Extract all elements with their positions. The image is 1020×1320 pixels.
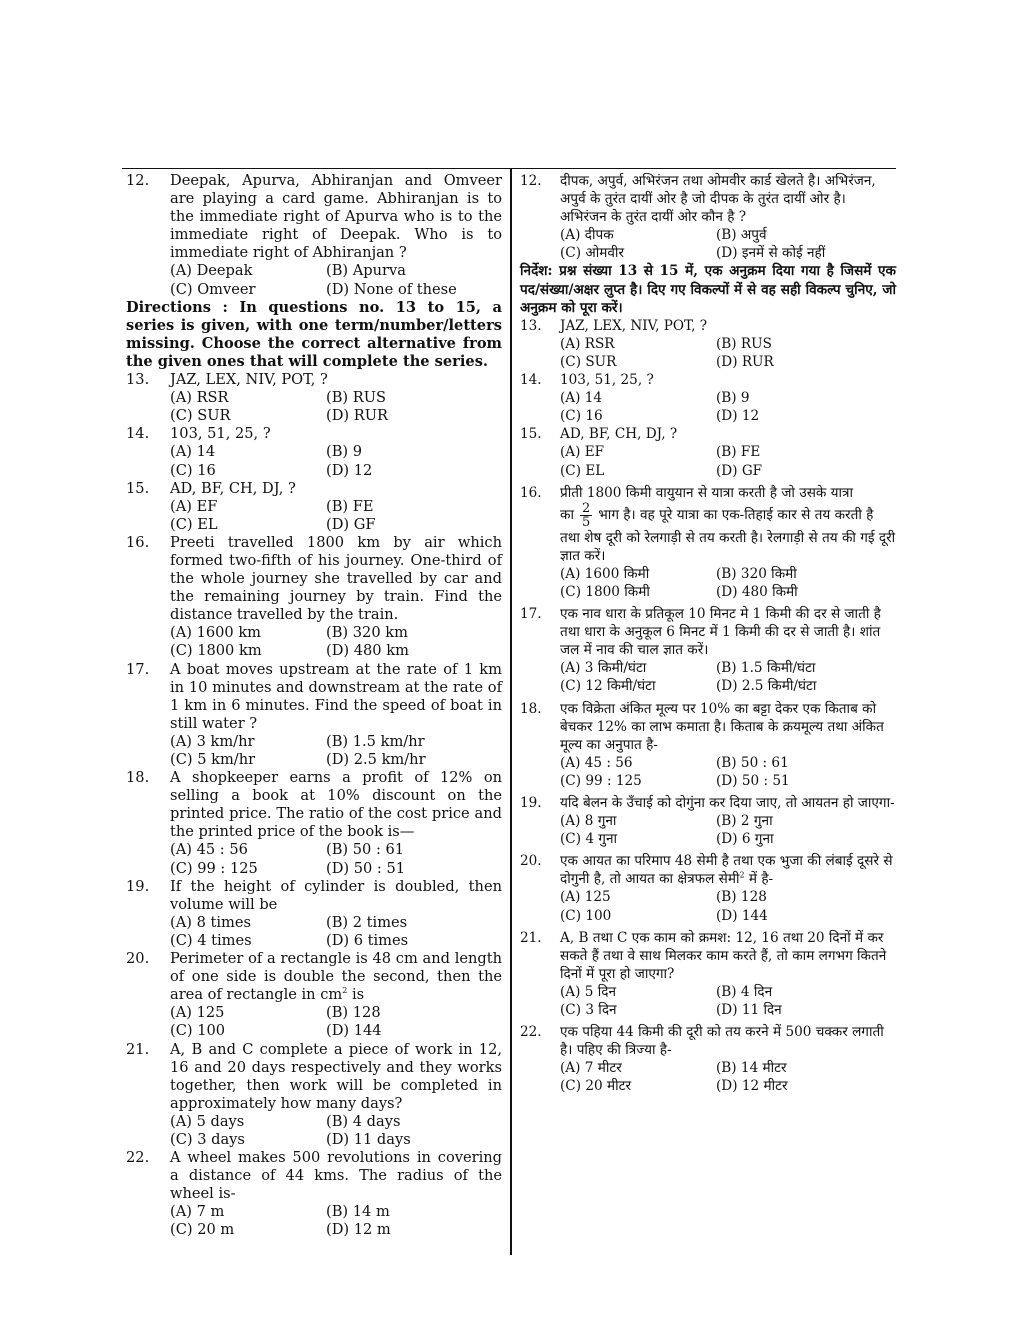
options [520,1059,896,1095]
option-d: (D) GF [326,515,376,533]
option-d: (D) 480 किमी [716,583,798,600]
question-text: AD, BF, CH, DJ, ? [560,426,678,443]
option-c: (C) 16 [560,408,603,425]
superscript: 2 [739,870,745,880]
question-22 [126,1149,502,1239]
option-a: (A) 125 [560,889,611,906]
option-c: (C) EL [170,515,218,533]
question-text-part: is [347,986,365,1004]
question-text: JAZ, LEX, NIV, POT, ? [170,371,328,389]
option-c: (C) 16 [170,461,216,479]
question-number: 20. [126,950,150,968]
question-number: 15. [520,426,542,443]
question-text: एक विक्रेता अंकित मूल्य पर 10% का बट्टा देकर एक किताब को बेचकर 12% का लाभ कमाता है। किताब के क्रयमूल्य तथा अंकित मूल्य का अनुपात है- [560,700,884,753]
fraction-numerator: 2 [581,500,591,516]
option-b: (B) Apurva [326,262,406,280]
option-d: (D) GF [716,462,763,479]
question-16 [126,534,502,661]
option-d: (D) RUR [326,407,389,425]
option-d: (D) 2.5 किमी/घंटा [716,678,817,695]
options [520,659,896,695]
question-18 [520,700,896,790]
question-text: 103, 51, 25, ? [170,425,271,443]
option-c: (C) 100 [560,907,612,924]
superscript: 2 [342,986,348,996]
option-a: (A) 5 days [170,1112,245,1130]
question-13 [520,317,896,371]
question-text [170,950,502,1004]
question-number: 22. [126,1149,150,1167]
option-b: (B) 128 [326,1004,381,1022]
question-text: दीपक, अपुर्व, अभिरंजन तथा ओमवीर कार्ड खेलते है। अभिरंजन, अपुर्व के तुरंत दायीं ओर है जो दीपक के तुरंत दायीं ओर है। अभिरंजन के तुरंत दायीं ओर कौन है ? [560,173,876,226]
options [520,812,896,848]
question-number: 14. [520,372,542,389]
question-text: JAZ, LEX, NIV, POT, ? [560,317,708,334]
option-b: (B) 128 [716,889,767,906]
options [520,389,896,425]
option-b: (B) 2 times [326,913,408,931]
option-a: (A) दीपक [560,227,614,244]
option-c: (C) 1800 किमी [560,583,650,600]
question-text-part: का [560,506,574,523]
option-c: (C) 3 days [170,1130,245,1148]
options [520,565,896,601]
question-number: 16. [520,484,542,501]
question-14 [520,371,896,425]
question-22 [520,1023,896,1095]
column-divider [510,168,512,1255]
question-text: एक नाव धारा के प्रतिकूल 10 मिनट मे 1 किमी की दर से जाती है तथा धारा के अनुकूल 6 मिनट में 1 किमी की दर से जाती है। शांत जल में नाव की चाल ज्ञात करें। [560,606,881,659]
question-20 [520,852,896,924]
option-c: (C) SUR [170,407,231,425]
option-a: (A) EF [170,497,218,515]
option-a: (A) RSR [170,389,229,407]
option-d: (D) 6 times [326,931,409,949]
question-number: 17. [126,660,150,678]
question-text: 103, 51, 25, ? [560,372,654,389]
options [126,733,502,769]
option-d: (D) 12 मीटर [716,1078,788,1095]
fraction-denominator: 5 [581,514,591,530]
directions: निर्देश: प्रश्न संख्या 13 से 15 में, एक अनुक्रम दिया गया है जिसमें एक पद/संख्या/अक्षर लुप्त है। दिए गए विकल्पों में से वह सही विकल्प चुनिए, जो अनुक्रम को पूरा करें। [520,263,896,316]
question-text [560,852,896,888]
question-text: A boat moves upstream at the rate of 1 km in 10 minutes and downstream at the rate of 1 km in 6 minutes. Find the speed of boat in still water ? [170,660,502,732]
option-c: (C) Omveer [170,280,256,298]
top-rule [122,168,896,169]
question-text: Deepak, Apurva, Abhiranjan and Omveer are playing a card game. Abhiranjan is to the immediate right of Apurva who is to the immediate right of Deepak. Who is to immediate right of Abhiranjan ? [170,172,502,262]
option-c: (C) 99 : 125 [560,772,642,789]
option-c: (C) 99 : 125 [170,859,258,877]
question-text: If the height of cylinder is doubled, then volume will be [170,877,502,913]
option-a: (A) RSR [560,335,615,352]
option-a: (A) 45 : 56 [170,841,248,859]
question-number: 12. [520,173,542,189]
option-c: (C) 1800 km [170,642,262,660]
question-21 [126,1041,502,1150]
question-number: 21. [126,1040,150,1058]
option-a: (A) 1600 किमी [560,565,650,582]
options [520,226,896,262]
question-12 [520,172,896,262]
option-c: (C) EL [560,462,605,479]
option-a: (A) 3 km/hr [170,732,255,750]
option-d: (D) 144 [716,907,768,924]
option-b: (B) 1.5 km/hr [326,732,425,750]
option-d: (D) 11 दिन [716,1002,782,1019]
hindi-column [520,172,896,1096]
options [520,335,896,371]
option-a: (A) 14 [170,443,216,461]
option-a: (A) 125 [170,1004,225,1022]
english-column [126,172,502,1240]
question-number: 13. [520,317,542,334]
option-b: (B) 320 किमी [716,565,797,582]
question-text: A shopkeeper earns a profit of 12% on selling a book at 10% discount on the printed price. The ratio of the cost price and the printed price of the book is— [170,769,502,841]
option-b: (B) RUS [716,335,772,352]
option-a: (A) EF [560,444,605,461]
option-a: (A) 8 गुना [560,813,617,830]
question-number: 14. [126,425,150,443]
question-number: 18. [520,700,542,717]
options [126,1113,502,1149]
option-d: (D) RUR [716,353,774,370]
options [126,1203,502,1239]
question-text-part: में है- [744,871,774,888]
option-d: (D) 50 : 51 [326,859,406,877]
option-c: (C) 4 times [170,931,252,949]
option-d: (D) 12 m [326,1221,391,1239]
question-text: A, B तथा C एक काम को क्रमश: 12, 16 तथा 20 दिनों में कर सकते हैं तथा वे साथ मिलकर काम करते हैं, तो काम लगभग कितने दिनों में पूरा हो जाएगा? [560,929,887,982]
question-text: A, B and C complete a piece of work in 12, 16 and 20 days respectively and they works together, then work will be completed in approximately how many days? [170,1040,502,1112]
question-number: 22. [520,1024,542,1041]
option-c: (C) 20 मीटर [560,1078,632,1095]
option-d: (D) 2.5 km/hr [326,751,426,768]
option-b: (B) 9 [716,390,750,407]
option-b: (B) 4 दिन [716,983,773,1000]
question-15 [520,425,896,479]
option-c: (C) 20 m [170,1221,235,1239]
option-a: (A) 7 मीटर [560,1060,622,1077]
option-d: (D) 12 [716,408,760,425]
directions: Directions : In questions no. 13 to 15, a series is given, with one term/number/letters missing. Choose the correct alternative from the given ones that will complete the series. [126,298,502,370]
question-text: AD, BF, CH, DJ, ? [170,479,296,497]
option-c: (C) 4 गुना [560,831,618,848]
option-b: (B) 2 गुना [716,813,773,830]
fraction [580,502,592,529]
question-19 [126,878,502,950]
option-d: (D) इनमें से कोई नहीं [716,245,826,262]
option-d: (D) 12 [326,461,373,479]
option-b: (B) FE [326,497,374,515]
option-c: (C) 5 km/hr [170,751,256,768]
question-number: 19. [126,877,150,895]
option-b: (B) 1.5 किमी/घंटा [716,660,816,677]
option-a: (A) 5 दिन [560,983,616,1000]
option-b: (B) अपुर्व [716,227,767,244]
question-text: Preeti travelled 1800 km by air which formed two-fifth of his journey. One-third of the whole journey she travelled by car and the remaining journey by train. Find the distance travelled by the train. [170,533,502,624]
question-text-part: प्रीती 1800 किमी वायुयान से यात्रा करती है जो उसके यात्रा [560,484,854,501]
option-a: (A) 45 : 56 [560,754,633,771]
option-b: (B) 4 days [326,1112,401,1130]
options [126,389,502,425]
question-12 [126,172,502,299]
question-number: 16. [126,533,150,551]
option-b: (B) 320 km [326,624,408,642]
option-c: (C) 12 किमी/घंटा [560,678,656,695]
question-19 [520,794,896,848]
question-number: 21. [520,929,542,946]
option-d: (D) 6 गुना [716,831,774,848]
question-number: 13. [126,371,150,389]
option-a: (A) 1600 km [170,624,262,642]
question-number: 18. [126,769,150,787]
question-text: एक पहिया 44 किमी की दूरी को तय करने में 500 चक्कर लगाती है। पहिए की त्रिज्या है- [560,1024,884,1059]
question-20 [126,950,502,1040]
question-21 [520,929,896,1019]
option-a: (A) 8 times [170,913,251,931]
option-c: (C) 100 [170,1022,226,1040]
options [520,754,896,790]
question-number: 17. [520,606,542,623]
question-15 [126,480,502,534]
question-text: A wheel makes 500 revolutions in covering a distance of 44 kms. The radius of the wheel is- [170,1149,502,1203]
option-b: (B) FE [716,444,761,461]
option-a: (A) 14 [560,390,603,407]
option-d: (D) 50 : 51 [716,772,790,789]
option-b: (B) 50 : 61 [716,754,789,771]
question-text-part: एक आयत का परिमाप 48 सेमी है तथा एक भुजा की लंबाई दूसरे से दोगुनी है, तो आयत का क्षेत्रफल सेमी [560,853,893,888]
question-18 [126,769,502,878]
question-text-part: भाग है। वह पूरे यात्रा का एक-तिहाई कार से तय करती है तथा शेष दूरी को रेलगाड़ी से तय करती है। रेलगाड़ी से तय की गई दूरी ज्ञात करें। [560,506,896,564]
option-b: (B) 14 मीटर [716,1060,787,1077]
question-number: 20. [520,853,542,870]
question-number: 12. [126,172,150,189]
question-text-part: Perimeter of a rectangle is 48 cm and length of one side is double the second, then the area of rectangle in cm [170,950,502,1004]
option-a: (A) Deepak [170,262,253,280]
question-13 [126,371,502,425]
question-text [560,484,896,565]
option-a: (A) 7 m [170,1203,225,1221]
option-b: (B) 14 m [326,1203,390,1221]
option-d: (D) 144 [326,1022,382,1040]
question-14 [126,425,502,479]
question-number: 15. [126,479,150,497]
options [520,888,896,924]
question-16 [520,484,896,601]
option-c: (C) 3 दिन [560,1002,617,1019]
option-d: (D) None of these [326,280,457,298]
options [126,841,502,877]
options [126,498,502,534]
option-a: (A) 3 किमी/घंटा [560,660,647,677]
options [126,1004,502,1040]
options [126,262,502,298]
option-d: (D) 480 km [326,642,409,660]
options [520,443,896,479]
options [126,443,502,479]
option-c: (C) ओमवीर [560,245,625,262]
question-text: यदि बेलन के उँचाई को दोगुंना कर दिया जाए, तो आयतन हो जाएगा- [560,795,895,811]
question-17 [520,605,896,695]
options [520,983,896,1019]
question-17 [126,661,502,770]
option-b: (B) 50 : 61 [326,841,405,859]
options [126,914,502,950]
option-c: (C) SUR [560,353,617,370]
option-b: (B) RUS [326,389,387,407]
option-b: (B) 9 [326,443,363,461]
question-number: 19. [520,795,542,811]
option-d: (D) 11 days [326,1130,411,1148]
options [126,624,502,660]
